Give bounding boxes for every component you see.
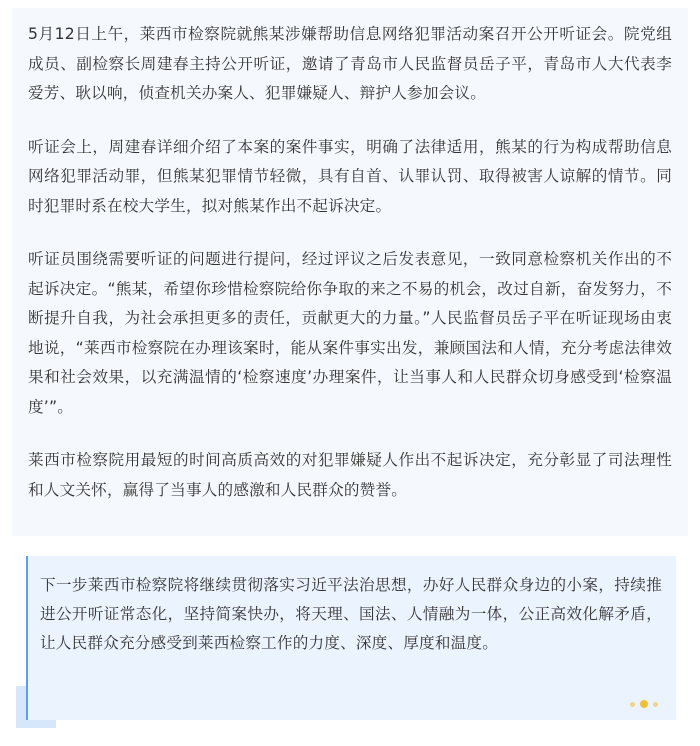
summary-section <box>0 556 700 746</box>
article-card <box>12 8 688 536</box>
article-paragraph-4: 莱西市检察院用最短的时间高质高效的对犯罪嫌疑人作出不起诉决定，充分彰显了司法理性和人文关怀，赢得了当事人的感激和人民群众的赞誉。 <box>28 451 672 499</box>
article-paragraph-3: 听证员围绕需要听证的问题进行提问，经过评议之后发表意见，一致同意检察机关作出的不起诉决定。“熊某，希望你珍惜检察院给你争取的来之不易的机会，改过自新，奋发努力，不断提升自我，为社会承担更多的责任，贡献更大的力量。”人民监督员岳子平在听证现场由衷地说，“莱西市检察院在办理该案时，能从案件事实出发，兼顾国法和人情，充分考虑法律效果和社会效果，以充满温情的‘检察速度’办理案件，让当事人和人民群众切身感受到‘检察温度’”。 <box>28 250 672 416</box>
article-paragraph-1: 5月12日上午，莱西市检察院就熊某涉嫌帮助信息网络犯罪活动案召开公开听证会。院党组成员、副检察长周建春主持公开听证，邀请了青岛市人民监督员岳子平，青岛市人大代表李爱芳、耿以响，侦查机关办案人、犯罪嫌疑人、辩护人参加会议。 <box>28 25 672 102</box>
dot-icon <box>630 702 635 707</box>
summary-card <box>26 556 676 720</box>
decorative-dots-icon <box>630 700 658 708</box>
summary-text: 下一步莱西市检察院将继续贯彻落实习近平法治思想，办好人民群众身边的小案，持续推进公开听证常态化，坚持简案快办，将天理、国法、人情融为一体，公正高效化解矛盾，让人民群众充分感受到莱西检察工作的力度、深度、厚度和温度。 <box>40 576 662 652</box>
dot-icon <box>653 702 658 707</box>
article-paragraph-2: 听证会上，周建春详细介绍了本案的案件事实，明确了法律适用，熊某的行为构成帮助信息网络犯罪活动罪，但熊某犯罪情节轻微，具有自首、认罪认罚、取得被害人谅解的情节。同时犯罪时系在校大学生，拟对熊某作出不起诉决定。 <box>28 137 672 215</box>
dot-icon <box>640 700 648 708</box>
